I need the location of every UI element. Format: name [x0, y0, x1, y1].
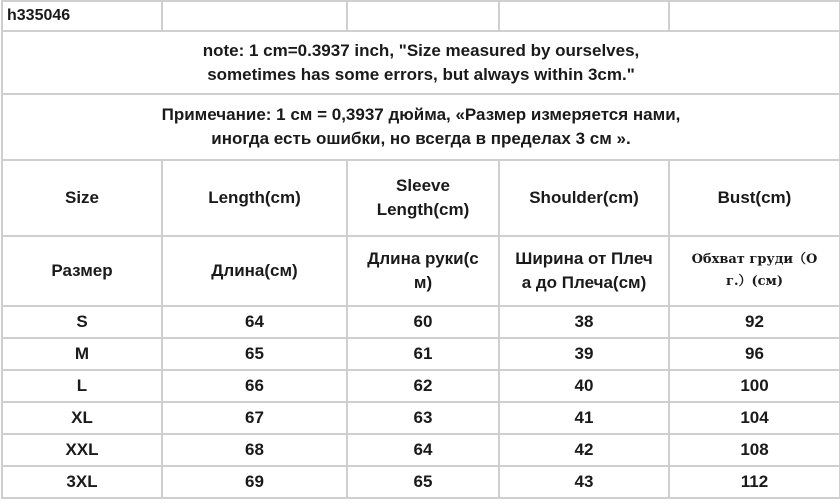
header-shoulder-ru-line-2: а до Плеча(см) [521, 273, 647, 292]
cell-shoulder: 41 [499, 402, 669, 434]
cell-length: 65 [162, 338, 347, 370]
empty-cell [162, 1, 347, 31]
empty-cell [499, 1, 669, 31]
cell-bust: 104 [669, 402, 840, 434]
header-sleeve-ru-line-1: Длина руки(с [367, 249, 479, 268]
table-row [2, 434, 840, 466]
cell-shoulder: 39 [499, 338, 669, 370]
cell-length: 69 [162, 466, 347, 498]
note-russian-line-1: Примечание: 1 см = 0,3937 дюйма, «Размер измеряется нами, [161, 105, 681, 124]
header-sleeve-en-line-1: Sleeve [396, 176, 450, 195]
header-shoulder-ru-line-1: Ширина от Плеч [515, 249, 653, 268]
header-sleeve-en [347, 160, 499, 236]
empty-cell [669, 1, 840, 31]
header-shoulder-ru [499, 236, 669, 306]
note-english-line-1: note: 1 cm=0.3937 inch, "Size measured by ourselves, [202, 40, 640, 60]
note-en-row [2, 31, 840, 94]
note-english [2, 31, 840, 94]
size-table [1, 0, 840, 499]
sku-row [2, 1, 840, 31]
note-ru-row [2, 94, 840, 160]
cell-sleeve: 61 [347, 338, 499, 370]
cell-length: 64 [162, 306, 347, 338]
header-sleeve-ru [347, 236, 499, 306]
header-size-ru: Размер [2, 236, 162, 306]
cell-length: 68 [162, 434, 347, 466]
cell-bust: 112 [669, 466, 840, 498]
sku-code: h335046 [2, 1, 162, 31]
table-row [2, 402, 840, 434]
header-bust-ru-line-1: Обхват груди（О [691, 252, 818, 267]
header-shoulder-en: Shoulder(cm) [499, 160, 669, 236]
empty-cell [347, 1, 499, 31]
header-length-ru: Длина(см) [162, 236, 347, 306]
cell-length: 67 [162, 402, 347, 434]
header-ru-row [2, 236, 840, 306]
cell-size: S [2, 306, 162, 338]
cell-shoulder: 40 [499, 370, 669, 402]
cell-size: L [2, 370, 162, 402]
cell-size: XXL [2, 434, 162, 466]
cell-shoulder: 38 [499, 306, 669, 338]
table-row [2, 338, 840, 370]
header-size-en: Size [2, 160, 162, 236]
cell-shoulder: 43 [499, 466, 669, 498]
table-row [2, 370, 840, 402]
header-bust-ru-line-2: г.）(см) [725, 274, 783, 289]
header-bust-ru [669, 236, 840, 306]
cell-sleeve: 62 [347, 370, 499, 402]
cell-length: 66 [162, 370, 347, 402]
cell-size: 3XL [2, 466, 162, 498]
cell-sleeve: 65 [347, 466, 499, 498]
cell-size: M [2, 338, 162, 370]
note-english-line-2: sometimes has some errors, but always within 3cm." [207, 64, 635, 84]
header-sleeve-ru-line-2: м) [413, 273, 433, 292]
cell-size: XL [2, 402, 162, 434]
cell-sleeve: 60 [347, 306, 499, 338]
cell-bust: 108 [669, 434, 840, 466]
cell-bust: 92 [669, 306, 840, 338]
header-en-row [2, 160, 840, 236]
cell-sleeve: 63 [347, 402, 499, 434]
cell-bust: 96 [669, 338, 840, 370]
header-length-en: Length(cm) [162, 160, 347, 236]
table-row [2, 306, 840, 338]
header-bust-en: Bust(cm) [669, 160, 840, 236]
note-russian-line-2: иногда есть ошибки, но всегда в пределах 3 см ». [211, 129, 631, 148]
cell-sleeve: 64 [347, 434, 499, 466]
note-russian [2, 94, 840, 160]
table-row [2, 466, 840, 498]
header-sleeve-en-line-2: Length(cm) [376, 200, 470, 219]
cell-shoulder: 42 [499, 434, 669, 466]
cell-bust: 100 [669, 370, 840, 402]
